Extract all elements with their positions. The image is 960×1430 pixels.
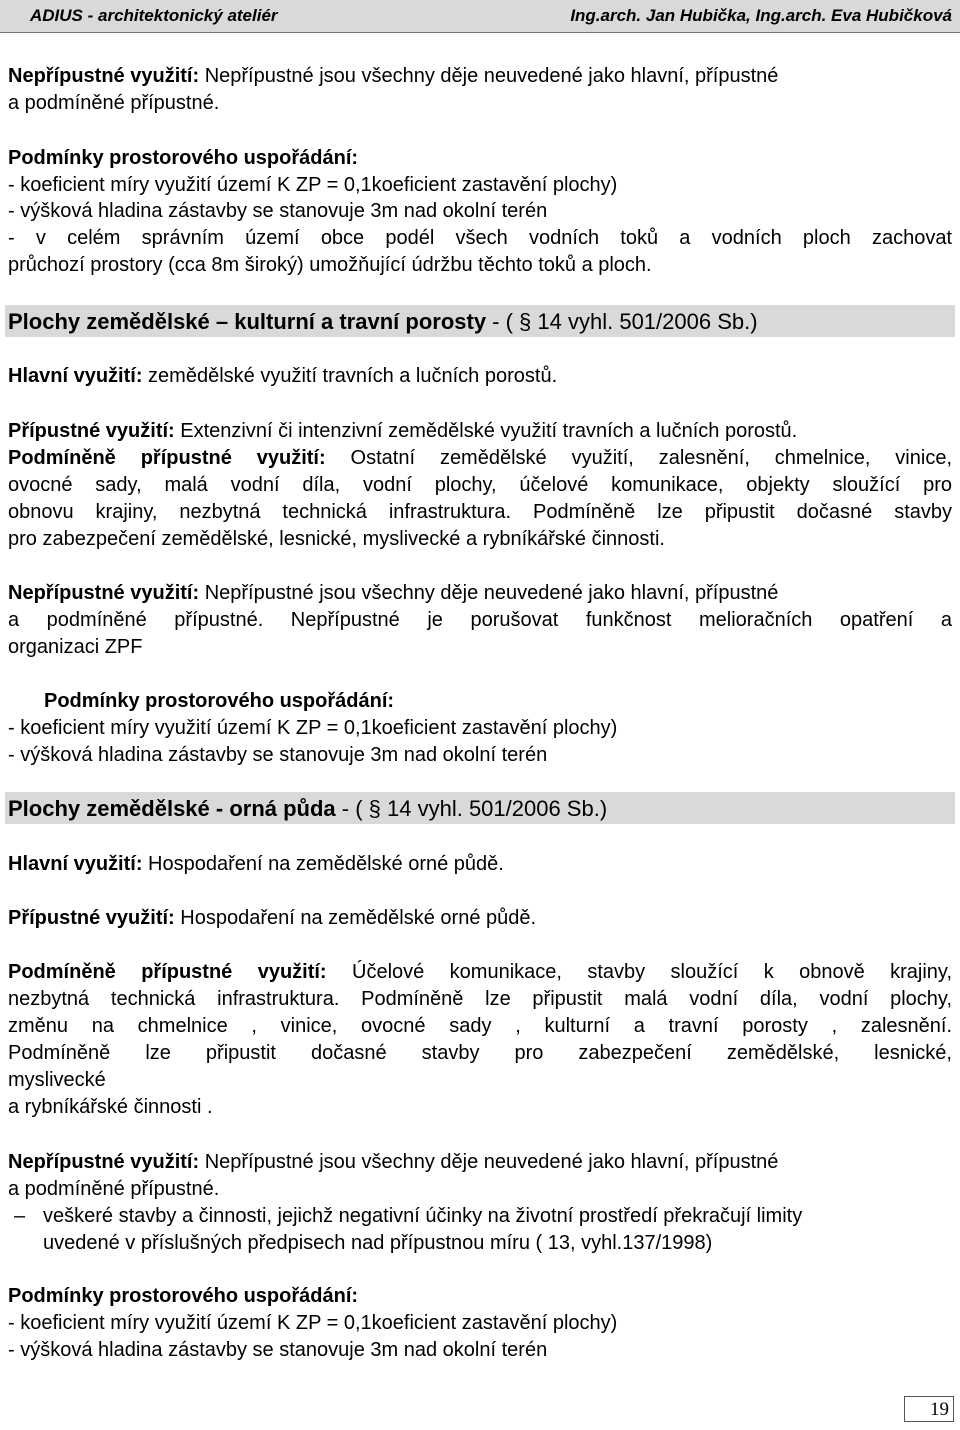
- section1-hlavni: Hlavní využití: zemědělské využití travních a lučních porostů.: [8, 365, 558, 387]
- section2-heading-title: Plochy zemědělské - orná půda: [8, 796, 336, 821]
- section2-podminky-line: - výšková hladina zástavby se stanovuje 3m nad okolní terén: [8, 1339, 548, 1361]
- section1-heading-title: Plochy zemědělské – kulturní a travní porosty: [8, 309, 487, 334]
- section2-nepripustne-line2: a podmíněné přípustné.: [8, 1178, 220, 1200]
- section1-podminene: Podmíněně přípustné využití: Ostatní zemědělské využití, zalesnění, chmelnice, vinice,: [8, 447, 952, 469]
- section1-pripustne: Přípustné využití: Extenzivní či intenzivní zemědělské využití travních a lučních porostů.: [8, 420, 798, 442]
- hlavni-label: Hlavní využití:: [8, 853, 143, 875]
- block1-line: průchozí prostory (cca 8m široký) umožňující údržbu těchto toků a ploch.: [8, 254, 652, 276]
- section2-pripustne: Přípustné využití: Hospodaření na zemědělské orné půdě.: [8, 907, 537, 929]
- section2-nepripustne: Nepřípustné využití: Nepřípustné jsou všechny děje neuvedené jako hlavní, přípustné: [8, 1151, 779, 1173]
- section2-podminene-line: a rybníkářské činnosti .: [8, 1096, 213, 1118]
- section2-podminene-line: změnu na chmelnice , vinice, ovocné sady , kulturní a travní porosty , zalesnění.: [8, 1015, 952, 1037]
- block1-line: - koeficient míry využití území K ZP = 0,1koeficient zastavění plochy): [8, 174, 618, 196]
- section2-podminky-label: Podmínky prostorového uspořádání:: [8, 1285, 359, 1307]
- nepripustne-label: Nepřípustné využití:: [8, 1151, 200, 1173]
- nepripustne-label: Nepřípustné využití:: [8, 582, 200, 604]
- section1-podminene-line: pro zabezpečení zemědělské, lesnické, myslivecké a rybníkářské činnosti.: [8, 528, 665, 550]
- page-header: [0, 0, 960, 33]
- block1-nepripustne-line: Nepřípustné využití: Nepřípustné jsou všechny děje neuvedené jako hlavní, přípustné: [8, 65, 779, 87]
- section1-podminky-line: - koeficient míry využití území K ZP = 0,1koeficient zastavění plochy): [8, 717, 618, 739]
- section2-hlavni: Hlavní využití: Hospodaření na zemědělské orné půdě.: [8, 853, 504, 875]
- pripustne-label: Přípustné využití:: [8, 420, 175, 442]
- section2-podminene-line: nezbytná technická infrastruktura. Podmíněně lze připustit malá vodní díla, vodní plochy,: [8, 988, 952, 1010]
- block1-podminky-label: Podmínky prostorového uspořádání:: [8, 147, 359, 169]
- block1-line: - výšková hladina zástavby se stanovuje 3m nad okolní terén: [8, 200, 548, 222]
- section1-heading: Plochy zemědělské – kulturní a travní porosty - ( § 14 vyhl. 501/2006 Sb.): [8, 309, 758, 334]
- block1-nepripustne-line2: a podmíněné přípustné.: [8, 92, 220, 114]
- header-studio-name: ADIUS - architektonický ateliér: [30, 6, 278, 25]
- podminene-label: Podmíněně přípustné využití:: [8, 447, 326, 469]
- pripustne-label: Přípustné využití:: [8, 907, 175, 929]
- section2-heading-band: [5, 792, 955, 824]
- page-number: 19: [904, 1396, 954, 1422]
- bullet-line: veškeré stavby a činnosti, jejichž negativní účinky na životní prostředí překračují limity: [43, 1205, 803, 1227]
- section1-podminky-line: - výšková hladina zástavby se stanovuje 3m nad okolní terén: [8, 744, 548, 766]
- header-authors: Ing.arch. Jan Hubička, Ing.arch. Eva Hubičková: [570, 6, 952, 25]
- section1-nepripustne-line: a podmíněné přípustné. Nepřípustné je porušovat funkčnost melioračních opatření a: [8, 609, 952, 631]
- section1-podminene-line: obnovu krajiny, nezbytná technická infrastruktura. Podmíněně lze připustit dočasné stavby: [8, 501, 952, 523]
- section1-podminene-line: ovocné sady, malá vodní díla, vodní plochy, účelové komunikace, objekty sloužící pro: [8, 474, 952, 496]
- section1-nepripustne-line: organizaci ZPF: [8, 636, 143, 658]
- block1-line: - v celém správním území obce podél všech vodních toků a vodních ploch zachovat: [8, 227, 952, 249]
- section1-nepripustne: Nepřípustné využití: Nepřípustné jsou všechny děje neuvedené jako hlavní, přípustné: [8, 582, 779, 604]
- section2-heading: Plochy zemědělské - orná půda - ( § 14 vyhl. 501/2006 Sb.): [8, 796, 608, 821]
- section2-podminene-line: myslivecké: [8, 1069, 106, 1091]
- podminene-label: Podmíněně přípustné využití:: [8, 961, 327, 983]
- section2-podminene-line: Podmíněně lze připustit dočasné stavby pro zabezpečení zemědělské, lesnické,: [8, 1042, 952, 1064]
- bullet-dash: –: [14, 1205, 26, 1227]
- section1-heading-band: [5, 305, 955, 337]
- hlavni-label: Hlavní využití:: [8, 365, 143, 387]
- bullet-line: uvedené v příslušných předpisech nad přípustnou míru ( 13, vyhl.137/1998): [43, 1232, 713, 1254]
- section1-podminky-label: Podmínky prostorového uspořádání:: [44, 690, 395, 712]
- section2-podminene: Podmíněně přípustné využití: Účelové komunikace, stavby sloužící k obnově krajiny,: [8, 961, 953, 983]
- nepripustne-label: Nepřípustné využití:: [8, 65, 200, 87]
- section2-podminky-line: - koeficient míry využití území K ZP = 0,1koeficient zastavění plochy): [8, 1312, 618, 1334]
